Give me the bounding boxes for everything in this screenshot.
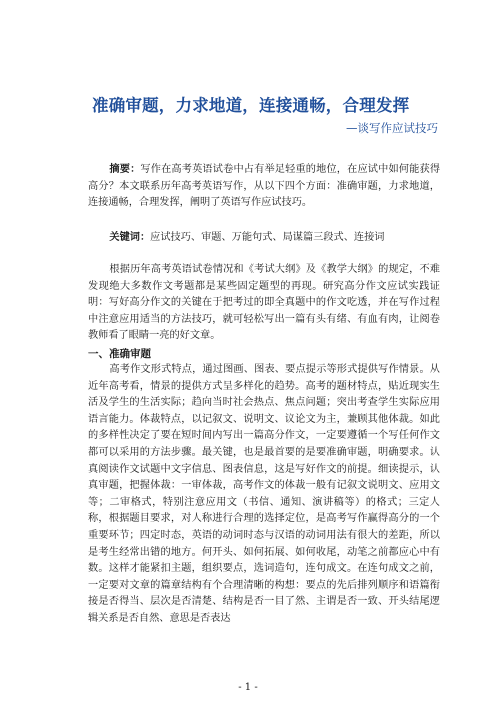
section-paragraph: 高考作文形式特点，通过图画、图表、要点提示等形式提供写作情景。从近年高考看，情景的提供方式呈多样化的趋势。高考的题材特点，贴近现实生活及学生的生活实际；趋向当时社会热点、焦点问题；突出考查学生实际应用语言能力。体裁特点，以记叙文、说明文、议论文为主，兼顾其他体裁。如此的多样性决定了要在短时间内写出一篇高分作文，一定要遵循一个写任何作文都可以采用的方法步骤。最关键，也是最首要的是要准确审题，明确要求。认真阅读作文试题中文字信息、图表信息，这是写好作文的前提。细读提示，认真审题，把握体裁：一审体裁，高考作文的体裁一般有记叙文说明文、应用文等；二审格式，特别注意应用文（书信、通知、演讲稿等）的格式；三定人称，根据题目要求，对人称进行合理的选择定位，是高考写作赢得高分的一个重要环节；四定时态，英语的动词时态与汉语的动词用法有很大的差距，所以是考生经常出错的地方。何开头、如何拓展、如何收尾，动笔之前都应心中有数。这样才能紧扣主题，组织要点，选词造句，连句成文。在连句成文之前，一定要对文章的篇章结构有个合理清晰的构想：要点的先后排列顺序和语篇衔接是否得当、层次是否清楚、结构是否一目了然、主谓是否一致、开头结尾逻辑关系是否自然、意思是否表达 (88, 364, 440, 624)
abstract-label: 摘要： (109, 164, 141, 175)
intro-paragraph: 根据历年高考英语试卷情况和《考试大纲》及《教学大纲》的规定，不难发现绝大多数作文考题都是某些固定题型的再现。研究高分作文应试实践证明：写好高分作文的关键在于把考过的即全真题中的作文吃透，并在写作过程中注意应用适当的方法技巧，就可轻松写出一篇有头有绪、有血有肉，让阅卷教师看了眼睛一亮的好文章。 (88, 264, 440, 342)
keywords-label: 关键词： (109, 232, 151, 243)
keywords-paragraph (88, 230, 440, 247)
document-subtitle: —谈写作应试技巧 (346, 121, 438, 135)
section-heading: 一、准确审题 (88, 348, 151, 360)
abstract-paragraph (88, 162, 440, 212)
abstract-text: 写作在高考英语试卷中占有举足轻重的地位，在应试中如何能获得高分？本文联系历年高考英语写作，从以下四个方面：准确审题，力求地道，连接通畅，合理发挥，阐明了英语写作应试技巧。 (88, 164, 441, 209)
document-title: 准确审题，力求地道，连接通畅，合理发挥 (92, 96, 410, 115)
page-number: - 1 - (238, 682, 258, 693)
keywords-text: 应试技巧、审题、万能句式、局谋篇三段式、连接词 (150, 232, 385, 243)
